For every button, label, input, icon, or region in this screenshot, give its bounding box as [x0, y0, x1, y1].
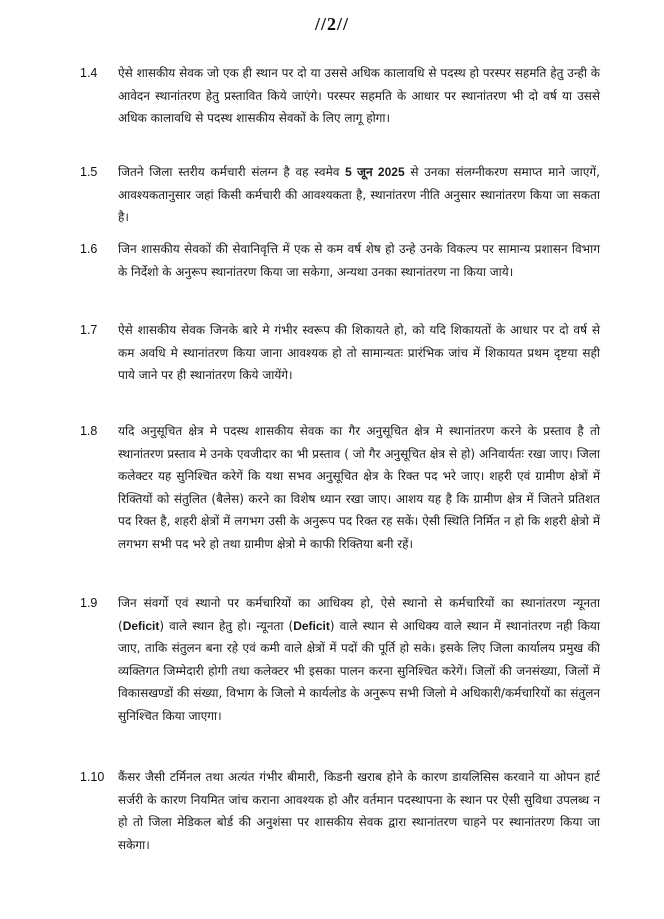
clause-number: 1.8 — [80, 424, 98, 438]
clause-text — [118, 161, 600, 229]
clause-text — [118, 592, 600, 728]
clause-number: 1.4 — [80, 66, 98, 80]
clause-text: यदि अनुसूचित क्षेत्र मे पदस्थ शासकीय सेवक का गैर अनुसूचित क्षेत्र मे स्थानांतरण करने के प्रस्ताव है तो स्थानांतरण प्रस्ताव मे उनके एवजीदार का भी प्रस्ताव ( जो गैर अनुसूचित क्षेत्र से हो) अनिवार्यतः रखा जाए। जिला कलेक्टर यह सुनिश्चित करेगें कि यथा सभव अनुसूचित क्षेत्र के रिक्त पद भरे जाए। शहरी एवं ग्रामीण क्षेत्रों में रिक्तियों को संतुलित (बैलेस) करने का विशेष ध्यान रखा जाए। आशय यह है कि ग्रामीण क्षेत्र में जितने प्रतिशत पद रिक्त है, शहरी क्षेत्रों में लगभग उसी के अनुरूप पद रिक्त रह सकें। ऐसी स्थिति निर्मित न हो कि शहरी क्षेत्रो में लगभग सभी पद भरे हो तथा ग्रामीण क्षेत्रो मे काफी रिक्तिया बनी रहें। — [118, 424, 600, 551]
clause-number: 1.6 — [80, 242, 98, 256]
deficit-term: Deficit — [293, 618, 330, 633]
clause-text-part: ) वाले स्थान से आधिक्य वाले स्थान में स्थानांतरण नही किया जाए, ताकि संतुलन बना रहे एवं कमी वाले क्षेत्रों में पदों की पूर्ति हो सके। इसके लिए जिला कार्यालय प्रमुख की व्यक्तिगत जिम्मेदारी होगी तथा कलेक्टर भी इसका पालन करना सुनिश्चित करेगें। जिलों की जनसंख्या, जिलों में विकासखण्डों की संख्या, विभाग के जिलो मे कार्यलोड के अनुरूप सभी जिलो मे अधिकारी/कर्मचारियों का संतुलन सुनिश्चित किया जाएगा। — [118, 618, 600, 723]
clause-text-part: ) वाले स्थान हेतु हो। न्यूनता ( — [159, 618, 294, 633]
clause-text: कैंसर जैसी टर्मिनल तथा अत्यंत गंभीर बीमारी, किडनी खराब होने के कारण डायलिसिस करवाने या ओपन हार्ट सर्जरी के कारण नियमित जांच कराना आवश्यक हो और वर्तमान पदस्थापना के स्थान पर ऐसी सुविधा उपलब्ध न हो तो जिला मेडिकल बोर्ड की अनुशंसा पर शासकीय सेवक द्वारा स्थानांतरण चाहने पर स्थानांतरण किया जा सकेगा। — [118, 770, 600, 852]
clause-text: जिन शासकीय सेवकों की सेवानिवृत्ति में एक से कम वर्ष शेष हो उन्हे उनके विकल्प पर सामान्य प्रशासन विभाग के निर्देशो के अनुरूप स्थानांतरण किया जा सकेगा, अन्यथा उनका स्थानांतरण ना किया जाये। — [118, 242, 600, 279]
effective-date: 5 जून 2025 — [345, 165, 405, 179]
clause-number: 1.5 — [80, 165, 98, 179]
deficit-term: Deficit — [122, 618, 160, 633]
clause-text: ऐसे शासकीय सेवक जिनके बारे मे गंभीर स्वरूप की शिकायते हो, को यदि शिकायतों के आधार पर दो वर्ष से कम अवधि मे स्थानांतरण किया जाना आवश्यक हो तो सामान्यतः प्रारंभिक जांच में शिकायत प्रथम दृष्टया सही पाये जाने पर ही स्थानांतरण किये जायेंगे। — [118, 323, 600, 383]
clause-text-part: जिन संवर्गो एवं स्थानो पर कर्मचारियों का आधिक्य हो, ऐसे स्थानो से कर्मचारियों का स्थानांतरण न्यूनता ( — [118, 596, 600, 633]
clause-text-part: से उनका संलग्नीकरण समाप्त माने जाएगें, आवश्यकतानुसार जहां किसी कर्मचारी की आवश्यकता है, स्थानांतरण नीति अनुसार स्थानांतरण किया जा सकता है। — [118, 165, 600, 225]
clause-number: 1.7 — [80, 323, 98, 337]
clause-text-part: जितने जिला स्तरीय कर्मचारी संलग्न है वह स्वमेव — [118, 165, 346, 179]
clause-number: 1.9 — [80, 596, 98, 610]
clause-text: ऐसे शासकीय सेवक जो एक ही स्थान पर दो या उससे अधिक कालावधि से पदस्थ हो परस्पर सहमति हेतु उन्ही के आवेदन स्थानांतरण हेतु प्रस्तावित किये जाएंगे। परस्पर सहमति के आधार पर स्थानांतरण भी दो वर्ष या उससे अधिक कालावधि से पदस्थ शासकीय सेवकों के लिए लागू होगा। — [118, 66, 600, 126]
page-number: //2// — [314, 14, 349, 34]
clause-number: 1.10 — [80, 770, 105, 784]
